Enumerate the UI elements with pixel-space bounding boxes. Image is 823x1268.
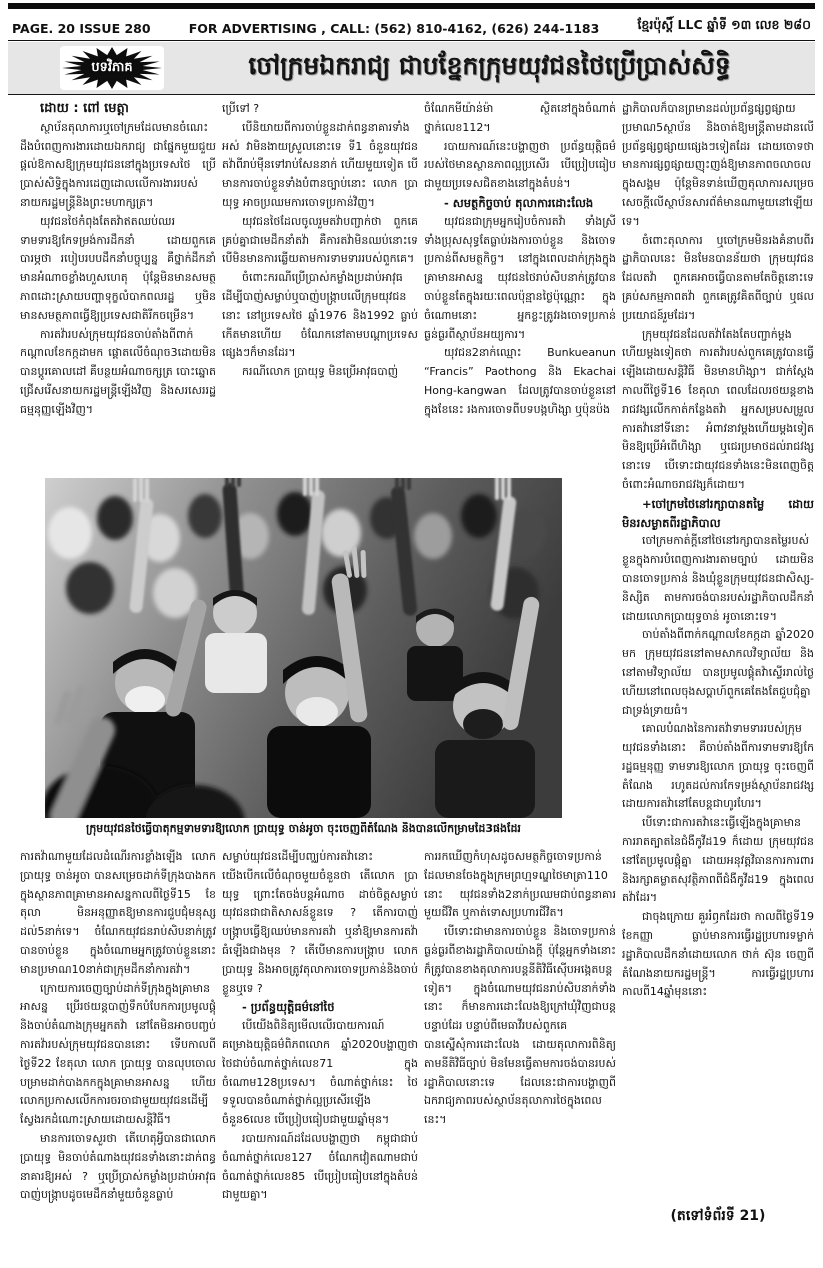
body-paragraph: ក្រោយការចេញច្បាប់ដាក់ទីក្រុងក្នុងគ្រាមានអាសន្ន ប្រើរថយន្តបាញ់ទឹកបំបែកការប្រមូលផ្តុំ និងចាប់តំណាងក្រុមអ្នកតវ៉ា នៅតែមិនអាចបញ្ចប់ការតវ៉ារបស់ក្រុមយុវជនបាននោះ ទើបកាលពីថ្ងៃទី22 ខែតុលា លោក ប្រាយុទ្ធ បានលុបចោលបម្រាមដាក់បាងកកក្នុងគ្រាមានអាសន្ន ហើយលោកប្រកាសលើកការចរចាជាមួយយុវជនដើម្បីស្វែងរកដំណោះស្រាយដោយសន្តិវិធី។ xyxy=(20,981,216,1127)
main-headline: ចៅក្រមឯករាជ្យ ជាបខ្នែកក្រុមយុវជនថៃប្រើប្រាស់សិទ្ធិ xyxy=(248,51,731,80)
body-paragraph: របាយការណ៍ដដែលបង្ហាញថា កម្ពុជាជាប់ចំណាត់ថ្នាក់លេខ127 ចំណែកវៀតណាមជាប់ចំណាត់ថ្នាក់លេខ85 បើប្រៀបធៀបនៅក្នុងតំបន់ជាមួយគ្នា។ xyxy=(222,1131,418,1202)
byline: ដោយ : ពៅ មេត្តា xyxy=(40,101,129,116)
body-paragraph: ចាប់តាំងពីពាក់កណ្តាលខែកក្កដា ឆ្នាំ2020 មក ក្រុមយុវជននៅតាមសាកលវិទ្យាល័យ និងនៅតាមវិទ្យាល័យ បានប្រមូលផ្តុំតវ៉ាស្ទើររាល់ថ្ងៃ ហើយនៅពេលចុងសប្តាហ៍ពួកគេតែងតែជួបជុំគ្នាជាទ្រង់ទ្រាយធំ។ xyxy=(622,628,814,717)
section-subhead: - ប្រព័ន្ធយុត្តិធម៌នៅថៃ xyxy=(242,1000,335,1015)
body-paragraph: យុវជនជាក្រុមអ្នករៀបចំការតវ៉ា ទាំងស្រីទាំងប្រុសសុទ្ធតែធ្លាប់រងការចាប់ខ្លួន និងចោទប្រកាន់ពីសមត្ថកិច្ច។ នៅក្នុងពេលដាក់ក្រុងក្នុងគ្រាមានអាសន្ន យុវជនថៃរាប់សិបនាក់ត្រូវបានចាប់ខ្លួនតែក្នុងរយៈពេលប៉ុន្មានថ្ងៃប៉ុណ្ណោះ ក្នុងចំណោមនោះ អ្នកខ្លះត្រូវរងចោទប្រកាន់ធ្ងន់ធ្ងរពីស្ថាប័នអយ្យការ។ xyxy=(424,214,616,341)
column-3-bottom xyxy=(424,848,616,1262)
body-paragraph: ការរកឃើញកំហុសដូចសមត្ថកិច្ចចោទប្រកាន់ ដែលមានចែងក្នុងក្រមព្រហ្មទណ្ឌថៃមាត្រា110 នោះ យុវជនទាំង2នាក់ប្រឈមជាប់ពន្ធនាគារមួយជីវិត ឬកាត់ទោសប្រហារជីវិត។ xyxy=(424,850,616,920)
photo-caption: ក្រុមយុវជនថៃធ្វើបាតុកម្មទាមទារឱ្យលោក ប្រាយុទ្ធ ចាន់អូចា ចុះចេញពីតំណែង និងបានលើកម្រាមដៃ3ផងដែរ xyxy=(86,822,521,835)
masthead-rule xyxy=(8,40,815,41)
headline-banner xyxy=(8,42,815,95)
section-subhead: - សមត្ថកិច្ចចាប់ តុលាការដោះលែង xyxy=(444,195,594,210)
column-2-bottom xyxy=(222,848,418,1262)
protest-photo xyxy=(45,478,562,818)
advertising-line: FOR ADVERTISING , CALL: (562) 810-4162, (626) 244-1183 xyxy=(188,21,600,36)
column-4 xyxy=(622,100,814,1202)
body-paragraph: ជាចុងក្រោយ គួររំឭកដែរថា កាលពីថ្ងៃទី19 ខែកញ្ញា ធ្លាប់មានការធ្វើរដ្ឋប្រហារទម្លាក់រដ្ឋាភិបាលដឹកនាំដោយលោក ថាក់ ស៊ុន ចេញពីតំណែងនាយករដ្ឋមន្ត្រី។ ការធ្វើរដ្ឋប្រហារកាលពី14ឆ្នាំមុននោះ xyxy=(622,910,814,999)
protest-crowd-illustration xyxy=(45,478,562,818)
body-paragraph: ចំពោះករណីប្រើប្រាស់កម្លាំងប្រដាប់អាវុធ ដើម្បីបាញ់សម្លាប់ឬបាញ់បង្ក្រាបលើក្រុមយុវជននោះ នៅប្រទេសថៃ ឆ្នាំ1976 និង1992 ធ្លាប់កើតមានហើយ ចំណែកនៅតាមបណ្តាប្រទេសផ្សេងៗក៏មានដែរ។ xyxy=(222,271,418,360)
body-paragraph: សម្លាប់យុវជនដើម្បីបញ្ឈប់ការតវ៉ានោះ យើងបើកលើចំណុចមួយចំនួនថា តើលោក ប្រាយុទ្ធ ព្រោះតែចង់បន្តអំណាច ដាច់ចិត្តសម្លាប់យុវជនជាជាតិសាសន៍ខ្លួនទេ ? តើការបាញ់បង្ក្រាបធ្វើឱ្យឈប់មានការតវ៉ា ឬនាំឱ្យមានការតវ៉ាធំឡើងជាងមុន ? តើបើមានការបង្ក្រាប លោក ប្រាយុទ្ធ និងអាចត្រូវតុលាការចោទប្រកាន់និងចាប់ខ្លួនឬទេ ? xyxy=(222,850,418,995)
masthead xyxy=(12,16,811,36)
body-paragraph: ការតវ៉ាណាមួយដែលដំណើរការខ្លាំងឡើង លោក ប្រាយុទ្ធ ចាន់អូចា បានសម្រេចដាក់ទីក្រុងបាងកកក្នុងស្ថានភាពគ្រាមានអាសន្នកាលពីថ្ងៃទី15 ខែតុលា មិនអនុញ្ញាតឱ្យមានការជួបជុំមនុស្សដល់5នាក់ទេ។ ចំណែកយុវជនរាប់សិបនាក់ត្រូវបានចាប់ខ្លួន ក្នុងចំណោមអ្នកត្រូវចាប់ខ្លួននោះ មានប្រមាណ10នាក់ជាក្រុមដឹកនាំការតវ៉ា។ xyxy=(20,850,216,976)
body-paragraph: យុវជនថៃដែលចូលរួមតវ៉ាបញ្ជាក់ថា ពួកគេគ្រប់គ្នាជាមេដឹកនាំតវ៉ា គឺការតវ៉ាមិនឈប់នោះទេ បើមិនមានការឆ្លើយតាមការទាមទាររបស់ពួកគេ។ xyxy=(222,214,418,266)
body-paragraph: ចៅក្រមកាត់ក្តីនៅថៃនៅរក្សាបានតម្លៃរបស់ខ្លួនក្នុងការបំពេញការងារតាមច្បាប់ ដោយមិនបានចោទប្រកាន់ និងឃុំខ្លួនក្រុមយុវជនជាសិស្ស-និស្សិត តាមការចង់បានរបស់រដ្ឋាភិបាលដឹកនាំដោយលោកប្រាយុទ្ធចាន់ អូចានោះទេ។ xyxy=(622,534,814,623)
body-paragraph: ចំណែកមីយ៉ាន់ម៉ា ស្ថិតនៅក្នុងចំណាត់ថ្នាក់លេខ112។ xyxy=(424,102,616,134)
body-paragraph: របាយការណ៍នេះបង្ហាញថា ប្រព័ន្ធយុត្តិធម៌របស់ថៃមានស្ថានភាពល្អប្រសើរ បើប្រៀបធៀបជាមួយប្រទេសជិតខាងនៅក្នុងតំបន់។ xyxy=(424,139,616,191)
column-2-top xyxy=(222,100,418,478)
body-paragraph: បានស្នើសុំការដោះលែង ដោយតុលាការពិនិត្យតាមនីតិវិធីច្បាប់ មិនមែនធ្វើតាមការចង់បានរបស់រដ្ឋាភិបាលនោះទេ ដែលនេះជាការបង្ហាញពីឯករាជ្យភាពរបស់ស្ថាប័នតុលាការថៃក្នុងពេលនេះ។ xyxy=(424,1037,616,1127)
continued-on-page-ref: (តទៅទំព័រទី 21) xyxy=(670,1208,766,1224)
column-1-bottom xyxy=(20,848,216,1262)
body-paragraph: ប្រើទៅ ? xyxy=(222,102,260,115)
analysis-badge-label: បទវិភាគ xyxy=(91,60,133,75)
body-paragraph: បើនិយាយពីការចាប់ខ្លួនដាក់ពន្ធនាគារទាំងអស់ វាមិនងាយស្រួលនោះទេ ទី1 ចំនួនយុវជនតវ៉ាពីរាប់ម៉ឺនទៅរាប់សែននាក់ ហើយមួយទៀត បើមានការចាប់ខ្លួនទាំងបំពានច្បាប់នោះ លោក ប្រាយុទ្ធ អាចប្រឈមការចោទប្រកាន់វិញ។ xyxy=(222,120,418,209)
brand-line: ខ្មែរប៉ុស្តិ៍ LLC ឆ្នាំទី ១៣ លេខ ២៨០ xyxy=(637,17,811,32)
body-paragraph: ក្រុមយុវជនដែលតវ៉ាតែងតែបញ្ជាក់ម្តងហើយម្តងទៀតថា ការតវ៉ារបស់ពួកគេត្រូវបានធ្វើឡើងដោយសន្តិវិធី មិនមានហិង្សា។ ជាក់ស្តែងកាលពីថ្ងៃទី16 ខែតុលា ពេលដែលរថយន្តខាងរាជវង្សលើកកាត់កន្លែងតវ៉ា អ្នកសម្របសម្រួលការតវ៉ានៅទីនោះ អំពាវនាវម្តងហើយម្តងទៀត មិនឱ្យប្រើអំពើហិង្សា ឬជេរប្រមាថដល់រាជវង្សនោះទេ បើទោះជាយុវជនទាំងនេះមិនពេញចិត្តចំពោះអំណាចរាជវង្សក៏ដោយ។ xyxy=(622,327,814,491)
page-issue-info: PAGE. 20 ISSUE 280 xyxy=(12,21,151,36)
section-subhead: +ចៅក្រមថៃនៅរក្សាបានតម្លៃ ដោយមិនរសម្ងាតពីរដ្ឋាភិបាល xyxy=(622,496,814,530)
column-1-top xyxy=(20,100,216,478)
body-paragraph: មានការចោទសួរថា តើហេតុអ្វីបានជាលោក ប្រាយុទ្ធ មិនចាប់តំណាងយុវជនទាំងនោះដាក់ពន្ធនាគារឱ្យអស់ ? ឬប្រើប្រាស់កម្លាំងប្រដាប់អាវុធបាញ់បង្ក្រាបដូចមេដឹកនាំមួយចំនួនធ្លាប់ xyxy=(20,1131,216,1202)
body-paragraph: ស្ថាប័នតុលាការឬចៅក្រមដែលមានចំណេះដឹងបំពេញការងារដោយឯករាជ្យ ជាផ្នែកមួយជួយផ្តល់ឱកាសឱ្យក្រុមយុវជននៅក្នុងប្រទេសថៃ ប្រើប្រាស់សិទ្ធិក្នុងការដេញដោលលើការងាររបស់នាយករដ្ឋមន្ត្រីនិងព្រះមហាក្សត្រ។ xyxy=(20,120,216,209)
body-paragraph: ចំពោះតុលាការ ឬចៅក្រមមិនរងគំនាបពីរដ្ឋាភិបាលនេះ មិនមែនបានន័យថា ក្រុមយុវជនដែលតវ៉ា ពួកគេអាចធ្វើបានតាមតែចិត្តនោះទេ គ្រប់សកម្មភាពតវ៉ា ពួកគេត្រូវគិតពីច្បាប់ ឬផលប្រយោជន៍រួមដែរ។ xyxy=(622,233,814,322)
body-paragraph: បើទោះជាមានការចាប់ខ្លួន និងចោទប្រកាន់ធ្ងន់ធ្ងរពីខាងរដ្ឋាភិបាលយ៉ាងក្តី ប៉ុន្តែអ្នកទាំងនោះ ក៏ត្រូវបានខាងតុលាការបន្តនីតិវិធីស៊ើបអង្កេតបន្តទៀត។ ក្នុងចំណោមយុវជនរាប់សិបនាក់ទាំងនោះ ក៏មានការដោះលែងឱ្យក្រៅឃុំវិញជាបន្តបន្ទាប់ដែរ បន្ទាប់ពីមេធាវីរបស់ពួកគេ xyxy=(424,925,616,1033)
body-paragraph: ដ្ឋាភិបាលក៏បានព្រមានដល់ប្រព័ន្ធផ្សព្វផ្សាយប្រមាណ5ស្ថាប័ន និងចាត់ឱ្យមន្ត្រីតាមដានលើប្រព័ន្ធផ្សព្វផ្សាយផ្សេងៗទៀតដែរ ដោយចោទថា មានការផ្សព្វផ្សាយញុះញង់ឱ្យមានភាពចលាចលក្នុងសង្គម ប៉ុន្តែមិនទាន់ឃើញតុលាការសម្រេចសេចក្តីលើស្ថាប័នសារព័ត៌មានណាមួយនៅឡើយទេ។ xyxy=(622,102,814,228)
top-rule xyxy=(8,3,815,9)
body-paragraph: ករណីលោក ប្រាយុទ្ធ មិនប្រើអាវុធបាញ់ xyxy=(242,365,399,379)
column-3-top xyxy=(424,100,616,478)
body-paragraph: យុវជន2នាក់ឈ្មោះ Bunkueanun “Francis” Paothong និង Ekachai Hong-kangwan ដែលត្រូវបានចាប់ខ្លួននៅក្នុងខែនេះ រងការចោទពីបទបង្កហិង្សា ឬប៉ុនប៉ង xyxy=(424,346,616,416)
body-paragraph: បើទោះជាការតវ៉ានេះធ្វើឡើងក្នុងគ្រាមានការរាតត្បាតនៃជំងឺកូវីដ19 ក៏ដោយ ក្រុមយុវជននៅតែប្រមូលផ្តុំគ្នា ដោយអនុវត្តវិធានការការពារ និងរក្សាគម្លាតសុវត្ថិភាពពីជំងឺកូវីដ19 ក្នុងពេលតវ៉ាដែរ។ xyxy=(622,816,814,905)
body-paragraph: បើយើងពិនិត្យមើលលើរបាយការណ៍គម្រោងយុត្តិធម៌ពិភពលោក ឆ្នាំ2020បង្ហាញថា ថៃជាប់ចំណាត់ថ្នាក់លេខ71 ក្នុងចំណោម128ប្រទេស។ ចំណាត់ថ្នាក់នេះ ថៃទទួលបានចំណាត់ថ្នាក់ល្អប្រសើរឡើងចំនួន6លេខ បើប្រៀបធៀបជាមួយឆ្នាំមុន។ xyxy=(222,1019,418,1127)
body-paragraph: ការតវ៉ារបស់ក្រុមយុវជនចាប់តាំងពីពាក់កណ្តាលខែកក្កដាមក ផ្តោតលើចំណុច3ដោយមិនបានប្តូរគោលដៅ គឺបន្ថយអំណាចក្សត្រ បោះឆ្នោតជ្រើសរើសនាយករដ្ឋមន្ត្រីឡើងវិញ និងសរសេររដ្ឋធម្មនុញ្ញឡើងវិញ។ xyxy=(20,327,216,416)
body-paragraph: យុវជនថៃកំពុងតែតវ៉ាឥតឈប់ឈរទាមទារឱ្យកែទម្រង់ការដឹកនាំ ដោយពួកគេបារម្ភថា របៀបរបបដឹកនាំបច្ចុប្បន្ន គឺថ្នាក់ដឹកនាំមានអំណាចខ្លាំងហួសហេតុ ប៉ុន្តែមិនមានសមត្ថភាពដោះស្រាយបញ្ហាទុក្ខលំបាកពលរដ្ឋ ឬមិនមានសមត្ថភាពធ្វើឱ្យប្រទេសជាតិរីកចម្រើន។ xyxy=(20,214,216,322)
body-paragraph: គោលបំណងនៃការតវ៉ាទាមទាររបស់ក្រុមយុវជនទាំងនោះ គឺចាប់តាំងពីការទាមទារឱ្យកែរដ្ឋធម្មនុញ្ញ ទាមទារឱ្យលោក ប្រាយុទ្ធ ចុះចេញពីតំណែង រហូតដល់ការកែទម្រង់ស្ថាប័នរាជវង្ស ដោយការតវ៉ានៅតែបន្តជាហូរហែរ។ xyxy=(622,722,814,811)
analysis-badge xyxy=(60,46,164,90)
